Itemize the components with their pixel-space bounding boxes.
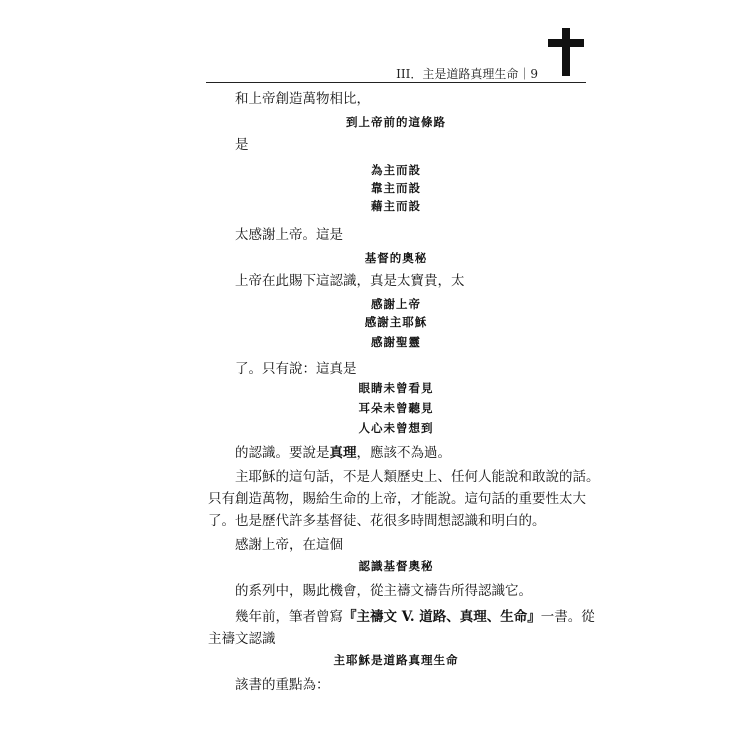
paragraph: 感謝上帝，在這個 bbox=[235, 537, 343, 553]
header-rule bbox=[206, 82, 586, 83]
paragraph: 太感謝上帝。這是 bbox=[235, 227, 343, 243]
page-header bbox=[206, 62, 586, 82]
emphasis-text: 真理 bbox=[329, 445, 357, 461]
centered-line: 主耶穌是道路真理生命 bbox=[333, 653, 459, 667]
centered-line: 感謝上帝 bbox=[371, 297, 421, 311]
centered-line: 為主而設 bbox=[371, 163, 421, 177]
running-head: III．主是道路真理生命｜9 bbox=[396, 67, 538, 81]
cross-icon bbox=[545, 28, 587, 76]
text-span: ，應該不為過。 bbox=[356, 445, 451, 461]
text-span: 的認識。要說是 bbox=[235, 445, 330, 461]
paragraph: 該書的重點為： bbox=[235, 677, 330, 693]
paragraph-line: 只有創造萬物，賜給生命的上帝，才能說。這句話的重要性太大 bbox=[208, 491, 586, 507]
centered-line: 藉主而設 bbox=[371, 199, 421, 213]
paragraph: 上帝在此賜下這認識，真是太寶貴，太 bbox=[235, 273, 465, 289]
centered-line: 耳朵未曾聽見 bbox=[358, 401, 434, 415]
centered-line: 靠主而設 bbox=[371, 181, 421, 195]
centered-line: 基督的奧秘 bbox=[364, 251, 428, 265]
paragraph: 了。只有說：這真是 bbox=[235, 361, 357, 377]
centered-line: 到上帝前的這條路 bbox=[346, 115, 446, 129]
centered-line: 感謝聖靈 bbox=[371, 335, 421, 349]
text-span: 幾年前，筆者曾寫 bbox=[235, 609, 343, 625]
book-title: 『主禱文 V. 道路、真理、生命』 bbox=[343, 609, 541, 625]
centered-line: 眼睛未曾看見 bbox=[358, 381, 434, 395]
centered-line: 認識基督奧秘 bbox=[358, 559, 434, 573]
paragraph-line: 了。也是歷代許多基督徒、花很多時間想認識和明白的。 bbox=[208, 513, 546, 529]
paragraph: 是 bbox=[235, 137, 249, 153]
paragraph bbox=[235, 442, 451, 464]
paragraph: 和上帝創造萬物相比， bbox=[235, 91, 370, 107]
paragraph-line: 主耶穌的這句話，不是人類歷史上、任何人能說和敢說的話。 bbox=[235, 469, 600, 485]
centered-line: 人心未曾想到 bbox=[358, 421, 434, 435]
paragraph-line bbox=[235, 606, 595, 628]
text-span: 一書。從 bbox=[540, 609, 595, 625]
paragraph-line: 主禱文認識 bbox=[208, 631, 276, 647]
centered-line: 感謝主耶穌 bbox=[364, 315, 428, 329]
paragraph: 的系列中，賜此機會，從主禱文禱告所得認識它。 bbox=[235, 583, 532, 599]
